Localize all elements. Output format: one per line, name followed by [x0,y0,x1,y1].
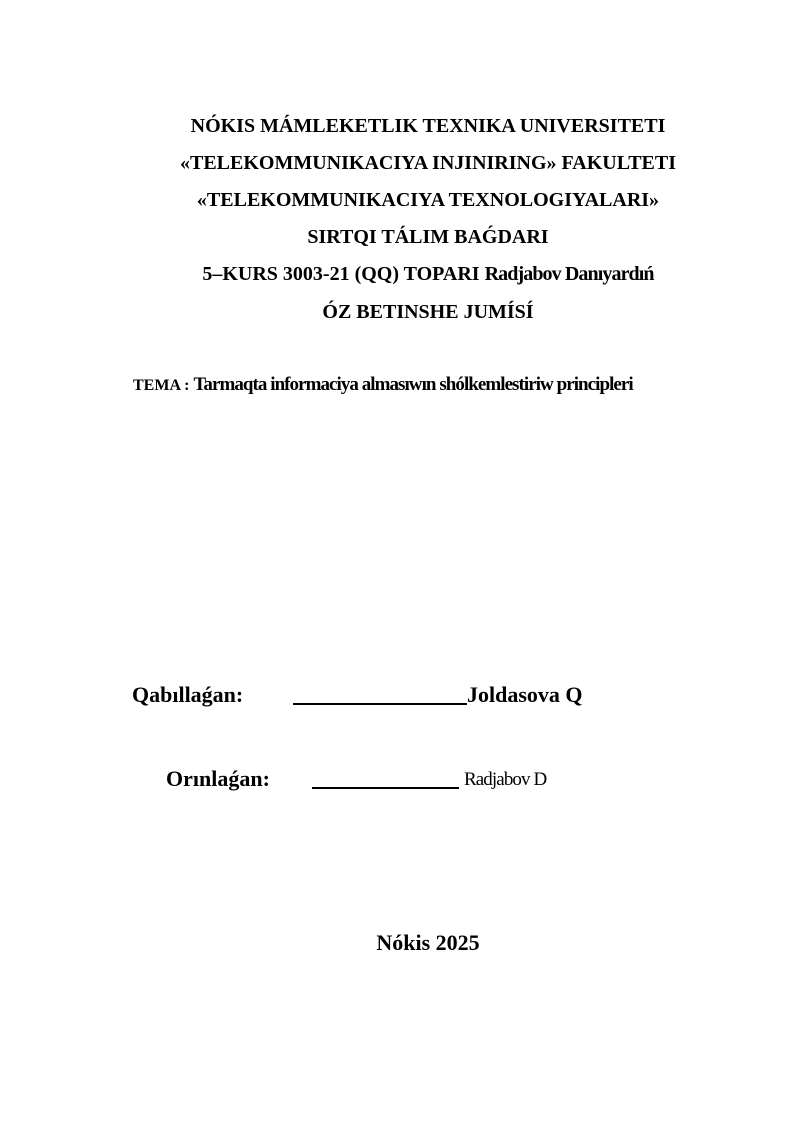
header-faculty: «TELEKOMMUNIKACIYA INJINIRING» FAKULTETI [179,152,676,174]
topic-line [133,373,633,398]
performed-role-label: Orınlaǵan: [166,766,270,791]
group-prefix: 5–KURS 3003-21 (QQ) TOPARI [202,263,485,285]
topic-label: TEMA [133,377,181,394]
signature-performed-row [0,766,800,796]
accepted-role-label: Qabıllaǵan: [132,682,244,707]
topic-separator: : [180,377,194,394]
topic-title: Tarmaqta informaciya almasıwın shólkemlestiriw principleri [193,374,633,395]
header-university: NÓKIS MÁMLEKETLIK TEXNIKA UNIVERSITETI [190,115,666,137]
header-group-line [0,262,800,286]
performed-person-name: Radjabov D [464,769,547,790]
work-title: ÓZ BETINSHE JUMÍSÍ [322,301,534,323]
accepted-person-name: Joldasova Q [467,682,583,707]
accepted-signature-line [293,703,467,705]
header-study-direction: SIRTQI TÁLIM BAǴDARI [307,226,549,248]
footer-place-year: Nókis 2025 [376,930,480,955]
header-department: «TELEKOMMUNIKACIYA TEXNOLOGIYALARI» [196,189,660,211]
signature-accepted-row [0,682,800,712]
student-name: Radjabov Danıyardıń [484,263,654,285]
performed-signature-line [312,787,459,789]
